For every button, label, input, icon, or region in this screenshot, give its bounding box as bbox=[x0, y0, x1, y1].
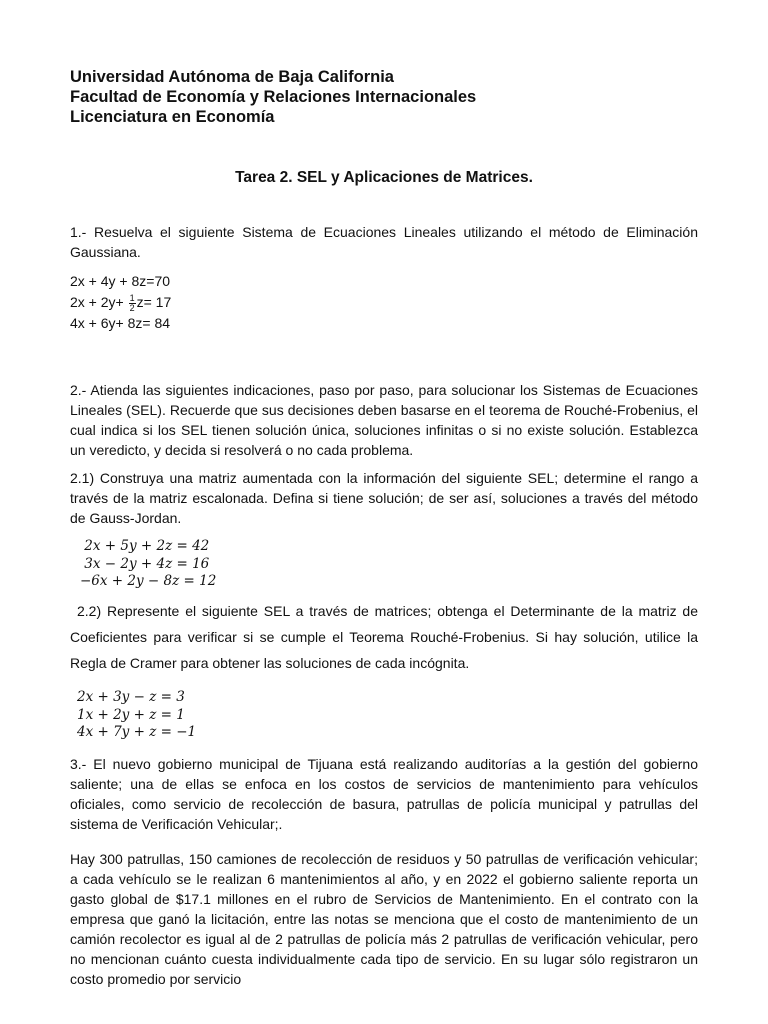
s22-equation-2: 1x + 2y + z = 1 bbox=[77, 706, 185, 723]
question-2-1-text: 2.1) Construya una matriz aumentada con la información del siguiente SEL; determine el rango a través de la matriz escalonada. Defina si tiene solución; de ser así, soluciones a través del método de Gauss-Jordan. bbox=[70, 470, 698, 526]
one-half-fraction bbox=[129, 294, 136, 313]
question-2-intro: 2.- Atienda las siguientes indicaciones, paso por paso, para solucionar los Sistemas de Ecuaciones Lineales (SEL). Recuerde que sus decisiones deben basarse en el teorema de Rouché-Frobenius, el cual indica si los SEL tienen solución única, soluciones infinitas o si no existe solución. Establezca un veredicto, y decida si resolverá o no cada problema. bbox=[70, 382, 698, 458]
system-2-2 bbox=[77, 689, 196, 742]
question-2-2-text: 2.2) Represente el siguiente SEL a través de matrices; obtenga el Determinante de la matriz de Coeficientes para verificar si se cumple el Teorema Rouché-Frobenius. Si hay solución, utilice la Regla de Cramer para obtener las soluciones de cada incógnita. bbox=[70, 603, 698, 671]
q1-equation-1: 2x + 4y + 8z=70 bbox=[70, 273, 171, 289]
question-1-system bbox=[70, 271, 171, 334]
question-1-text: 1.- Resuelva el siguiente Sistema de Ecuaciones Lineales utilizando el método de Eliminación Gaussiana. bbox=[70, 224, 698, 260]
q1-equation-3: 4x + 6y+ 8z= 84 bbox=[70, 315, 171, 331]
s22-equation-1: 2x + 3y − z = 3 bbox=[77, 689, 185, 705]
question-3-details: Hay 300 patrullas, 150 camiones de recolección de residuos y 50 patrullas de verificación vehicular; a cada vehículo se le realizan 6 mantenimientos al año, y en 2022 el gobierno saliente reporta un gasto global de $17.1 millones en el rubro de Servicios de Mantenimiento. En el contrato con la empresa que ganó la licitación, entre las notas se menciona que el costo de mantenimiento de un camión recolector es igual al de 2 patrullas de policía más 2 patrullas de verificación vehicular, pero no mencionan cuánto cuesta individualmente cada tipo de servicio. En su lugar sólo registraron un costo promedio por servicio bbox=[70, 851, 698, 987]
fraction-numerator: 1 bbox=[129, 292, 135, 303]
system-2-1 bbox=[80, 538, 216, 591]
s21-equation-2: 3x − 2y + 4z = 16 bbox=[80, 555, 210, 572]
university-name: Universidad Autónoma de Baja California bbox=[70, 68, 394, 86]
faculty-name: Facultad de Economía y Relaciones Internacionales bbox=[70, 88, 477, 106]
q1-eq2-prefix: 2x + 2y+ bbox=[70, 294, 128, 310]
q1-equation-2 bbox=[70, 292, 171, 313]
program-name: Licenciatura en Economía bbox=[70, 108, 275, 126]
q1-eq2-suffix: z= 17 bbox=[136, 294, 172, 310]
question-3-intro: 3.- El nuevo gobierno municipal de Tijuana está realizando auditorías a la gestión del gobierno saliente; una de ellas se enfoca en los costos de servicios de mantenimiento para vehículos oficiales, como servicio de recolección de basura, patrullas de policía municipal y patrullas del sistema de Verificación Vehicular;. bbox=[70, 756, 698, 832]
document-header bbox=[70, 67, 476, 127]
s21-equation-1: 2x + 5y + 2z = 42 bbox=[80, 538, 210, 554]
assignment-title: Tarea 2. SEL y Aplicaciones de Matrices. bbox=[235, 169, 533, 186]
s22-equation-3: 4x + 7y + z = −1 bbox=[77, 724, 197, 740]
s21-equation-3: −6x + 2y − 8z = 12 bbox=[80, 573, 217, 589]
fraction-denominator: 2 bbox=[129, 302, 135, 313]
